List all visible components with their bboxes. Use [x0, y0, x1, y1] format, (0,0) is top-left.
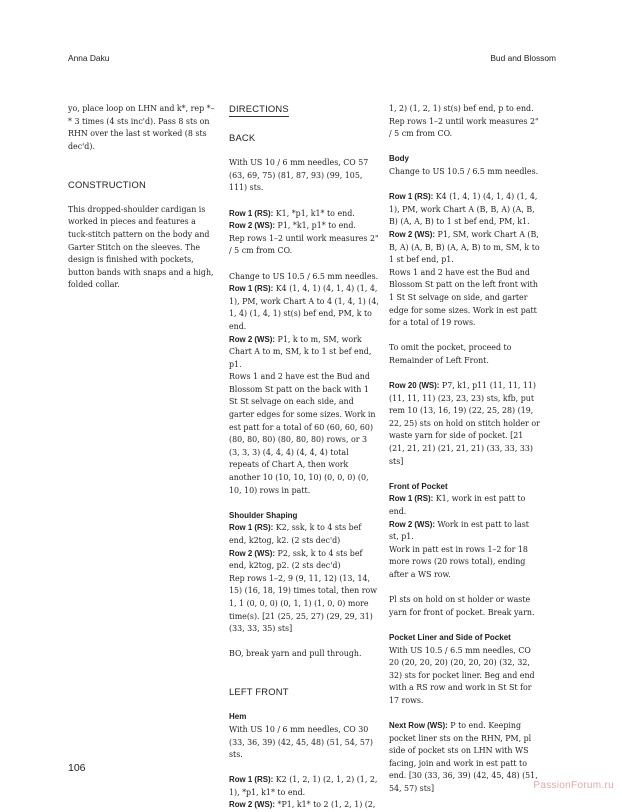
- construction-text: This dropped-shoulder cardigan is worked in pieces and features a tuck-stitch pattern on the body and Garter Stitch on the sleeves. The design is finished with pockets, button bands with snaps and a high, folded collar.: [68, 204, 214, 290]
- shoulder-row-1: [229, 522, 379, 547]
- pocket-row-2: [389, 519, 541, 544]
- author-name: Anna Daku: [68, 53, 110, 63]
- row-text: *P1, k1* to 2 (1, 2, 1) (2,: [275, 800, 376, 810]
- row-label: Row 1 (RS):: [229, 775, 274, 785]
- row-text: P1, SM, work Chart A (B, B, A) (A, B, B) (A, A, B) to m, SM, k to 1 st bef end, p1.: [389, 229, 540, 265]
- body-row-2: [389, 229, 541, 267]
- back-heading: BACK: [229, 132, 256, 143]
- row-text: K4 (1, 4, 1) (4, 1, 4) (1, 4, 1), PM, work Chart A to 4 (1, 4, 1) (4, 1, 4) (1, 4, 1) st(s) bef end, PM, k to end.: [229, 284, 379, 331]
- hem-row-1: [229, 774, 379, 799]
- row-label: Row 1 (RS):: [229, 208, 274, 218]
- row-label: Row 2 (WS):: [229, 800, 276, 810]
- row-label: Row 2 (WS):: [229, 548, 276, 558]
- row-text: K2, ssk, k to 4 sts bef end, k2tog, k2. (2 sts dec'd): [229, 523, 362, 545]
- hem-row-2-continued: 1, 2) (1, 2, 1) st(s) bef end, p to end.: [389, 104, 534, 113]
- row-label: Row 2 (WS):: [389, 519, 436, 529]
- row-label: Row 2 (WS):: [229, 221, 276, 231]
- row-label: Row 2 (WS):: [389, 229, 436, 239]
- front-of-pocket-heading: Front of Pocket: [389, 481, 448, 491]
- body-row-1: [389, 191, 541, 229]
- column-1: [68, 103, 218, 305]
- back-rib-row-2: [229, 220, 379, 233]
- watermark: PassionForum.ru: [533, 780, 614, 791]
- omit-pocket-note: To omit the pocket, proceed to Remainder of Left Front.: [389, 343, 512, 365]
- back-rib-repeat: Rep rows 1–2 until work measures 2" / 5 cm from CO.: [229, 233, 379, 256]
- row-text: P7, k1, p11 (11, 11, 11) (11, 11, 11) (23, 23, 23) sts, kfb, put rem 10 (13, 16, 19) (22, 25, 28) (19, 22, 25) sts on hold on stitch holder or waste yarn for side of pocket. [21 (21, 21, 21) (21, 21, 21) (33, 33, 33) sts]: [389, 381, 540, 466]
- row-text: Work in est patt to last st, p1.: [389, 519, 529, 542]
- pocket-liner-heading: Pocket Liner and Side of Pocket: [389, 632, 511, 642]
- next-row: [389, 720, 541, 796]
- body-established-pattern: Rows 1 and 2 have est the Bud and Blossom St patt on the left front with 1 St St selvage on side, and garter edge for some sizes. Work in est patt for a total of 19 rows.: [389, 267, 538, 328]
- row-label: Row 1 (RS):: [389, 192, 434, 202]
- construction-heading: CONSTRUCTION: [68, 178, 146, 190]
- row-text: K4 (1, 4, 1) (4, 1, 4) (1, 4, 1), PM, work Chart A (B, B, A) (A, B, B) (A, A, B) to 1 st bef end, PM, k1.: [389, 192, 538, 227]
- column-2: [229, 103, 379, 812]
- hem-row-2: [229, 799, 379, 812]
- row-text: K2 (1, 2, 1) (2, 1, 2) (1, 2, 1), *p1, k1* to end.: [229, 775, 378, 797]
- bind-off-text: BO, break yarn and pull through.: [229, 649, 362, 659]
- row-text: K1, *p1, k1* to end.: [273, 208, 355, 218]
- row-text: P to end. Keeping pocket liner sts on the RHN, PM, pl side of pocket sts on LHN with WS facing, join and work in est patt to end. [30 (33, 36, 39) (42, 45, 48) (51, 54, 57) sts]: [389, 721, 538, 794]
- pocket-row-1: [389, 493, 541, 518]
- row-text: K1, work in est patt to end.: [389, 494, 526, 516]
- back-established-pattern: Rows 1 and 2 have est the Bud and Blossom St patt on the back with 1 St St selvage on each side, and garter edges for some sizes. Work in est patt for a total of 60 (60, 60, 60) (80, 80, 80) (80, 80, 80) rows, or 3 (3, 3, 3) (4, 4, 4) (4, 4, 4) total repeats of Chart A, then work another 10 (10, 10, 10) (0, 0, 0) (0, 10, 10) rows in patt.: [229, 372, 376, 495]
- pocket-liner-text: With US 10.5 / 6.5 mm needles, CO 20 (20, 20, 20) (20, 20, 20) (32, 32, 32) sts for pocket liner. Beg and end with a RS row and work in St St for 17 rows.: [389, 645, 535, 705]
- hem-cast-on: With US 10 / 6 mm needles, CO 30 (33, 36, 39) (42, 45, 48) (51, 54, 57) sts.: [229, 724, 373, 760]
- left-front-heading: LEFT FRONT: [229, 686, 289, 698]
- back-rib-row-1: [229, 208, 379, 221]
- pocket-work-text: Work in patt est in rows 1–2 for 18 more rows (20 rows total), ending after a WS row.: [389, 544, 528, 579]
- hem-heading: Hem: [229, 712, 247, 722]
- row-label: Row 20 (WS):: [389, 381, 440, 391]
- directions-heading: DIRECTIONS: [229, 103, 289, 117]
- column-3: [389, 103, 541, 796]
- row-label: Row 1 (RS):: [229, 523, 274, 533]
- row-20: [389, 380, 541, 468]
- row-text: P2, ssk, k to 4 sts bef end, k2tog, p2. (2 sts dec'd): [229, 548, 363, 571]
- back-needle-change: Change to US 10.5 / 6.5 mm needles.: [229, 271, 379, 281]
- row-label: Row 1 (RS):: [389, 494, 434, 504]
- back-row-1: [229, 283, 379, 333]
- row-text: P1, k to m, SM, work Chart A to m, SM, k to 1 st bef end, p1.: [229, 334, 372, 369]
- page-number: 106: [68, 762, 86, 774]
- shoulder-shaping-heading: Shoulder Shaping: [229, 510, 298, 520]
- back-cast-on: With US 10 / 6 mm needles, CO 57 (63, 69, 75) (81, 87, 93) (99, 105, 111) sts.: [229, 158, 369, 193]
- body-needle-change: Change to US 10.5 / 6.5 mm needles.: [389, 166, 539, 176]
- body-heading: Body: [389, 154, 409, 164]
- row-label: Row 1 (RS):: [229, 284, 274, 294]
- back-row-2: [229, 334, 379, 372]
- row-label: Row 2 (WS):: [229, 334, 276, 344]
- pocket-place-text: Pl sts on hold on st holder or waste yarn for front of pocket. Break yarn.: [389, 595, 535, 617]
- hem-repeat: Rep rows 1–2 until work measures 2" / 5 cm from CO.: [389, 116, 539, 139]
- intro-paragraph: yo, place loop on LHN and k*, rep *–* 3 times (4 sts inc'd). Pass 8 sts on RHN over the last st worked (8 sts dec'd).: [68, 104, 215, 151]
- pattern-title: Bud and Blossom: [490, 53, 556, 63]
- shoulder-repeat: Rep rows 1–2, 9 (9, 11, 12) (13, 14, 15) (16, 18, 19) times total, then row 1, 1 (0, 0, 0) (0, 1, 1) (1, 0, 0) more time(s). [21 (25, 25, 27) (29, 29, 31) (33, 33, 35) sts]: [229, 573, 377, 634]
- row-text: P1, *k1, p1* to end.: [275, 221, 356, 231]
- shoulder-row-2: [229, 548, 379, 573]
- row-label: Next Row (WS):: [389, 721, 448, 731]
